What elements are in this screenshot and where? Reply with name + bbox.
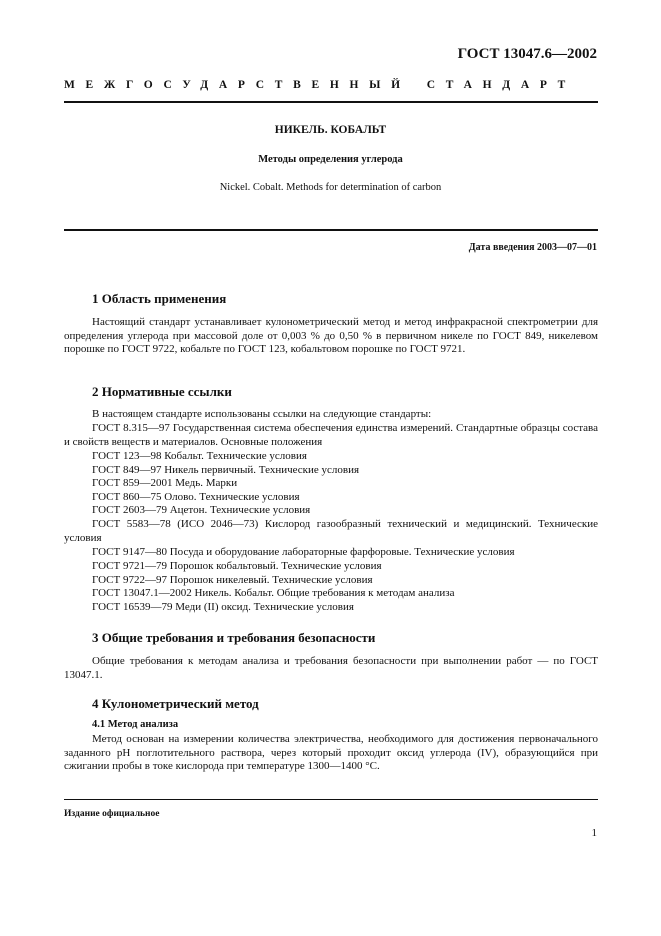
- reference-item: ГОСТ 9722—97 Порошок никелевый. Технические условия: [92, 574, 373, 586]
- reference-item: ГОСТ 123—98 Кобальт. Технические условия: [92, 450, 307, 462]
- reference-item: ГОСТ 859—2001 Медь. Марки: [92, 477, 238, 489]
- standard-type-heading: [64, 79, 576, 91]
- footer-divider: [64, 799, 598, 800]
- official-edition-label: Издание официальное: [64, 809, 160, 819]
- section-3-heading: 3 Общие требования и требования безопасности: [92, 630, 376, 645]
- english-title: Nickel. Cobalt. Methods for determination of carbon: [219, 182, 442, 193]
- standard-word-1: МЕЖГОСУДАРСТВЕННЫЙ: [64, 79, 411, 91]
- section-4-heading: 4 Кулонометрический метод: [92, 696, 259, 711]
- reference-item: ГОСТ 8.315—97 Государственная система обеспечения единства измерений. Стандартные образцы состава и свойств веществ и материалов. Основные положения: [64, 422, 598, 448]
- title-divider: [64, 229, 598, 231]
- gost-number: ГОСТ 13047.6—2002: [457, 46, 597, 62]
- reference-item: ГОСТ 2603—79 Ацетон. Технические условия: [92, 504, 311, 516]
- introduction-date: Дата введения 2003—07—01: [468, 242, 597, 253]
- section-1-heading: 1 Область применения: [92, 291, 227, 306]
- header-divider: [64, 101, 598, 103]
- page-number: 1: [591, 827, 597, 839]
- section-2-heading: 2 Нормативные ссылки: [92, 384, 232, 399]
- reference-item: ГОСТ 9147—80 Посуда и оборудование лабораторные фарфоровые. Технические условия: [92, 546, 515, 558]
- reference-item: ГОСТ 849—97 Никель первичный. Технические условия: [92, 464, 360, 476]
- reference-item: ГОСТ 5583—78 (ИСО 2046—73) Кислород газообразный технический и медицинский. Технические условия: [64, 518, 598, 544]
- reference-item: ГОСТ 9721—79 Порошок кобальтовый. Технические условия: [92, 560, 382, 572]
- section-1-text: Настоящий стандарт устанавливает кулонометрический метод и метод инфракрасной спектрометрии для определения углерода при массовой доле от 0,003 % до 0,50 % в первичном никеле по ГОСТ 849, никелевом порошке по ГОСТ 9722, кобальте по ГОСТ 123, кобальтовом порошке по ГОСТ 9721.: [64, 316, 598, 355]
- document-title: НИКЕЛЬ. КОБАЛЬТ: [274, 124, 387, 136]
- section-4-text: Метод основан на измерении количества электричества, необходимого для достижения первоначального заданного pH поглотительного раствора, через который проходит оксид углерода (IV), образующийся при сжигании пробы в токе кислорода при температуре 1300—1400 °С.: [64, 733, 598, 772]
- standard-word-2: СТАНДАРТ: [426, 79, 577, 91]
- subsection-4-1-heading: 4.1 Метод анализа: [92, 719, 179, 730]
- section-3-text: Общие требования к методам анализа и требования безопасности при выполнении работ — по ГОСТ 13047.1.: [64, 655, 598, 681]
- document-subtitle: Методы определения углерода: [258, 154, 403, 165]
- references-intro: В настоящем стандарте использованы ссылки на следующие стандарты:: [92, 408, 432, 420]
- reference-item: ГОСТ 13047.1—2002 Никель. Кобальт. Общие требования к методам анализа: [92, 587, 455, 599]
- reference-item: ГОСТ 860—75 Олово. Технические условия: [92, 491, 300, 503]
- reference-item: ГОСТ 16539—79 Меди (II) оксид. Технические условия: [92, 601, 354, 613]
